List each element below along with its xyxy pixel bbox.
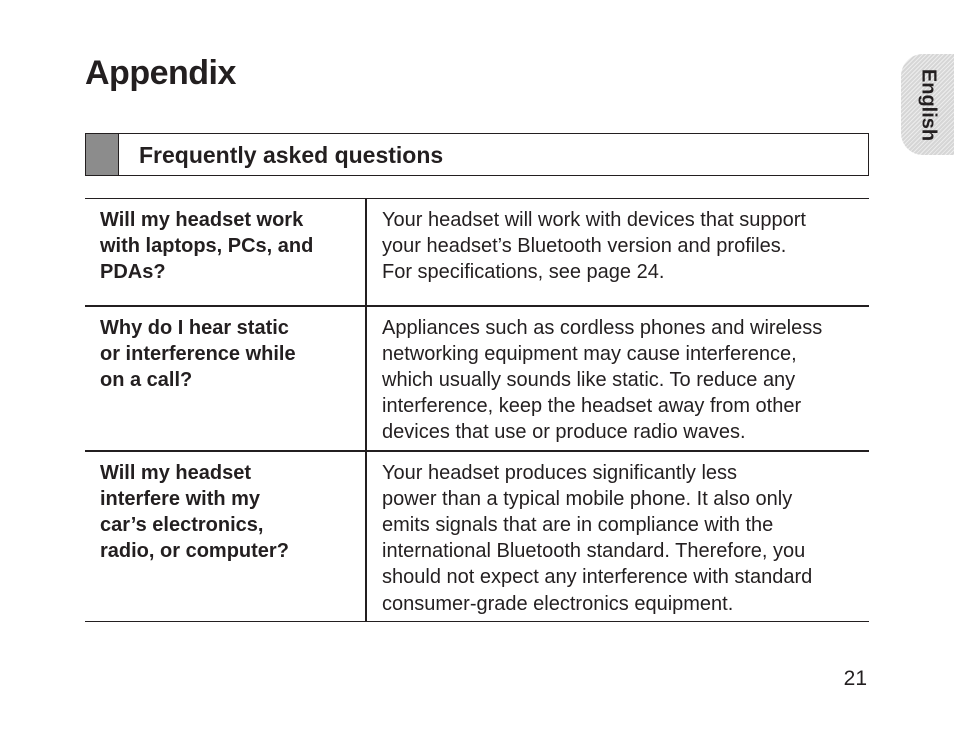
answer-line: power than a typical mobile phone. It also only bbox=[382, 487, 793, 510]
language-tab-label: English bbox=[917, 68, 939, 141]
answer-line: international Bluetooth standard. Therefore, you bbox=[382, 540, 806, 563]
question-line: or interference while bbox=[100, 342, 296, 365]
section-marker bbox=[86, 134, 119, 175]
faq-answer bbox=[366, 306, 869, 451]
page-title: Appendix bbox=[85, 54, 236, 92]
answer-line: Your headset will work with devices that support bbox=[382, 209, 806, 231]
question-line: radio, or computer? bbox=[100, 540, 289, 563]
section-title: Frequently asked questions bbox=[139, 142, 444, 168]
answer-line: Your headset produces significantly less bbox=[382, 461, 738, 484]
question-line: interfere with my bbox=[100, 487, 261, 510]
question-line: PDAs? bbox=[100, 261, 166, 284]
faq-question bbox=[85, 199, 366, 306]
language-tab bbox=[901, 54, 954, 155]
question-line: with laptops, PCs, and bbox=[100, 235, 314, 258]
faq-table bbox=[85, 198, 869, 622]
faq-answer bbox=[366, 199, 869, 306]
answer-line: should not expect any interference with standard bbox=[382, 566, 813, 589]
answer-line: interference, keep the headset away from other bbox=[382, 395, 802, 418]
answer-line: which usually sounds like static. To reduce any bbox=[382, 368, 796, 391]
faq-question bbox=[85, 451, 366, 622]
answer-line: emits signals that are in compliance with the bbox=[382, 513, 774, 536]
faq-row bbox=[85, 199, 869, 306]
answer-line: consumer-grade electronics equipment. bbox=[382, 592, 734, 615]
question-line: Will my headset bbox=[100, 461, 251, 484]
page-number: 21 bbox=[843, 667, 867, 690]
faq-question bbox=[85, 306, 366, 451]
answer-line: Appliances such as cordless phones and wireless bbox=[382, 316, 823, 339]
answer-line: For specifications, see page 24. bbox=[382, 261, 665, 284]
faq-row bbox=[85, 306, 869, 451]
answer-line: devices that use or produce radio waves. bbox=[382, 421, 746, 444]
question-line: Why do I hear static bbox=[100, 316, 289, 339]
answer-line: your headset’s Bluetooth version and profiles. bbox=[382, 235, 787, 258]
question-line: Will my headset work bbox=[100, 209, 304, 231]
faq-row bbox=[85, 451, 869, 622]
section-header bbox=[85, 133, 869, 176]
faq-answer bbox=[366, 451, 869, 622]
answer-line: networking equipment may cause interference, bbox=[382, 342, 797, 365]
question-line: car’s electronics, bbox=[100, 513, 264, 536]
question-line: on a call? bbox=[100, 368, 193, 391]
